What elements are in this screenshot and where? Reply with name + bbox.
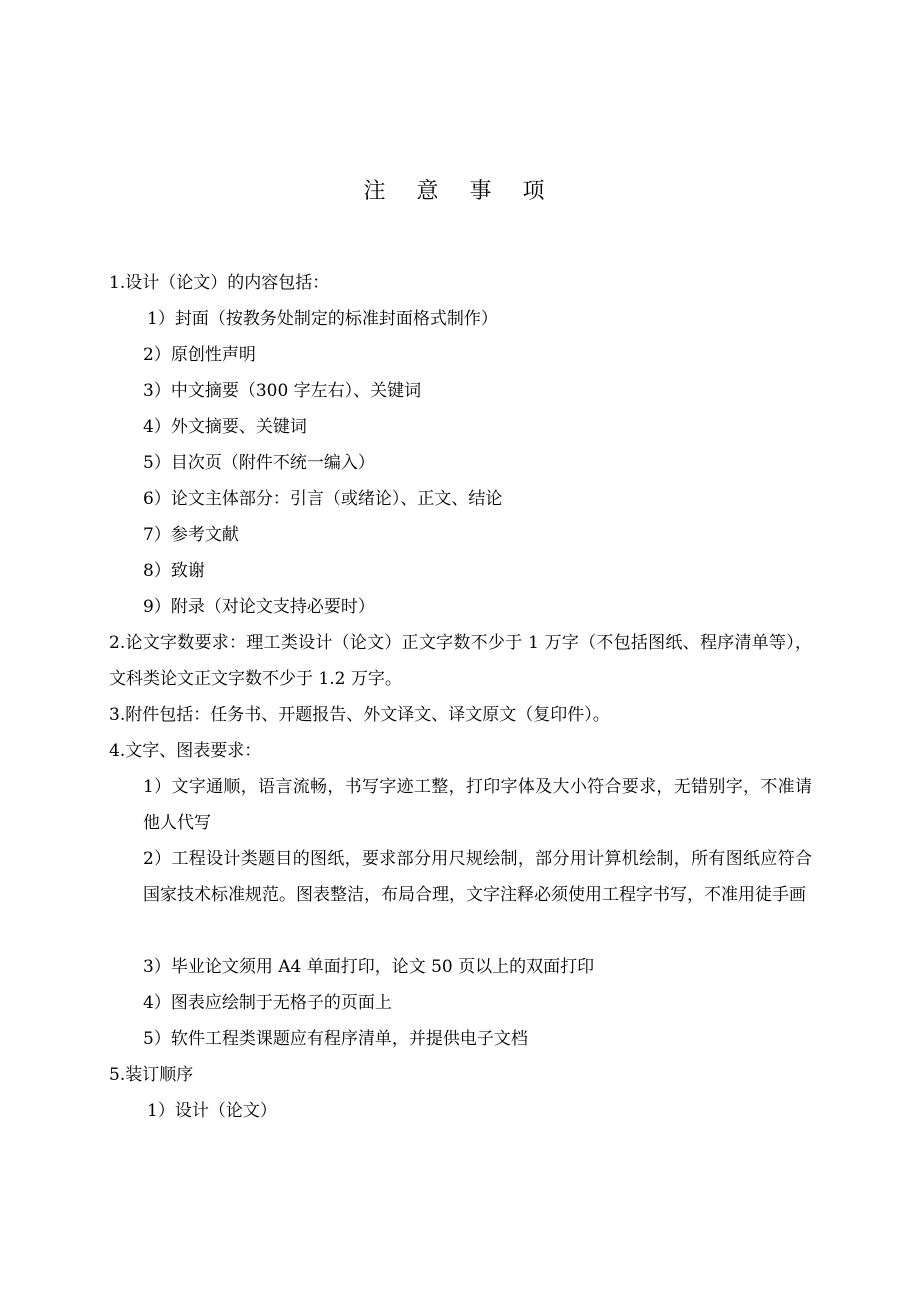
section-1-item-2: 2）原创性声明 xyxy=(143,345,256,365)
section-4-heading: 4.文字、图表要求： xyxy=(109,741,262,761)
section-3-text: 3.附件包括：任务书、开题报告、外文译文、译文原文（复印件）。 xyxy=(109,705,610,725)
section-4-item-4: 4）图表应绘制于无格子的页面上 xyxy=(143,993,392,1013)
section-1-item-7: 7）参考文献 xyxy=(143,525,239,545)
section-1-heading: 1.设计（论文）的内容包括： xyxy=(109,273,330,293)
section-4-item-3: 3）毕业论文须用 A4 单面打印，论文 50 页以上的双面打印 xyxy=(143,957,595,977)
section-1-item-8: 8）致谢 xyxy=(143,561,205,581)
section-1-item-3: 3）中文摘要（300 字左右）、关键词 xyxy=(143,381,422,401)
section-2-text: 2.论文字数要求：理工类设计（论文）正文字数不少于 1 万字（不包括图纸、程序清单等），文科类论文正文字数不少于 1.2 万字。 xyxy=(109,633,812,689)
section-1-item-1: 1）封面（按教务处制定的标准封面格式制作） xyxy=(147,309,498,329)
section-1-item-5: 5）目次页（附件不统一编入） xyxy=(143,453,375,473)
section-1-item-6: 6）论文主体部分：引言（或绪论）、正文、结论 xyxy=(143,489,503,509)
section-5-heading: 5.装订顺序 xyxy=(109,1065,194,1085)
section-4-item-1: 1）文字通顺，语言流畅，书写字迹工整，打印字体及大小符合要求，无错别字，不准请他人代写 xyxy=(143,777,812,833)
section-4-item-5: 5）软件工程类课题应有程序清单，并提供电子文档 xyxy=(143,1029,528,1049)
section-5-item-1: 1）设计（论文） xyxy=(147,1101,277,1121)
section-4-item-2: 2）工程设计类题目的图纸，要求部分用尺规绘制，部分用计算机绘制，所有图纸应符合国家技术标准规范。图表整洁，布局合理，文字注释必须使用工程字书写，不准用徒手画 xyxy=(143,849,812,905)
section-1-item-9: 9）附录（对论文支持必要时） xyxy=(143,597,375,617)
section-1-item-4: 4）外文摘要、关键词 xyxy=(143,417,307,437)
page-title: 注 意 事 项 xyxy=(363,179,557,204)
